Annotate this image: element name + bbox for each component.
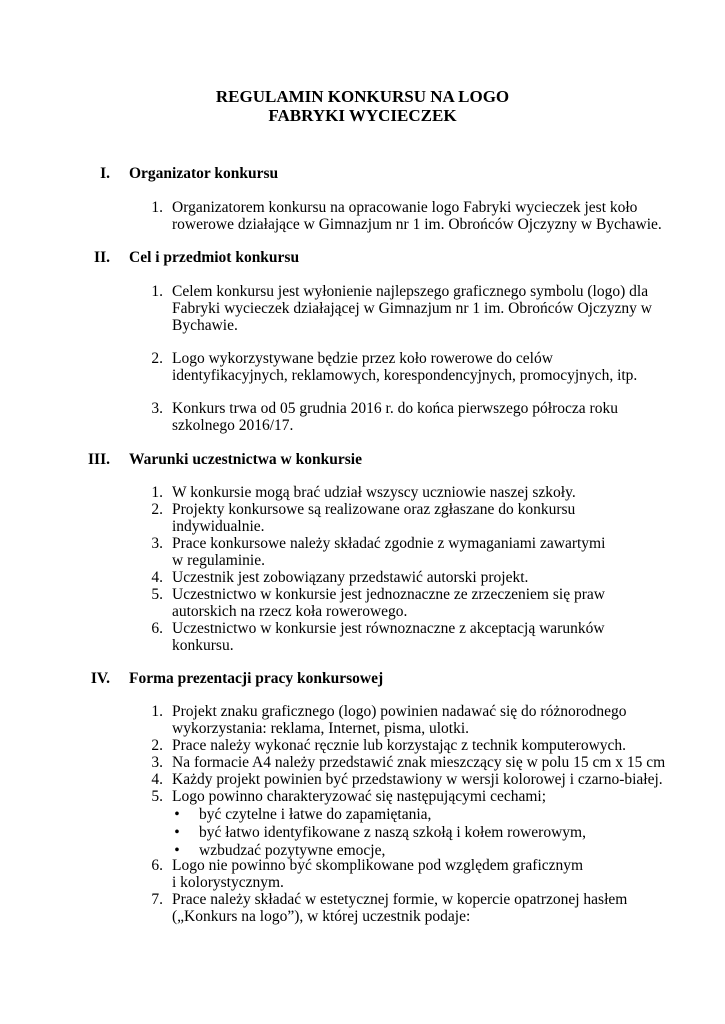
list-item-text: Organizatorem konkursu na opracowanie logo Fabryki wycieczek jest koło xyxy=(172,199,638,216)
bullet-item-text: być łatwo identyfikowane z naszą szkołą i kołem rowerowym, xyxy=(199,824,586,841)
list-item-number: 1. xyxy=(151,199,163,216)
list-item-number: 4. xyxy=(151,771,163,788)
list-item-text: rowerowe działające w Gimnazjum nr 1 im. Obrońców Ojczyzny w Bychawie. xyxy=(172,216,662,233)
section-heading: Warunki uczestnictwa w konkursie xyxy=(129,451,362,468)
list-item-text: szkolnego 2016/17. xyxy=(172,417,294,434)
list-item-text: identyfikacyjnych, reklamowych, korespondencyjnych, promocyjnych, itp. xyxy=(172,367,638,384)
list-item-text: Uczestnictwo w konkursie jest jednoznaczne ze zrzeczeniem się praw xyxy=(172,586,605,603)
list-item-number: 4. xyxy=(151,569,163,586)
bullet-item-text: wzbudzać pozytywne emocje, xyxy=(199,842,386,859)
section-number: II. xyxy=(94,249,110,266)
list-item-number: 1. xyxy=(151,703,163,720)
section-heading: Organizator konkursu xyxy=(129,165,279,182)
list-item-text: Projekt znaku graficznego (logo) powinien nadawać się do różnorodnego xyxy=(172,703,627,720)
list-item-text: Bychawie. xyxy=(172,317,238,334)
list-item-text: Każdy projekt powinien być przedstawiony w wersji kolorowej i czarno-białej. xyxy=(172,771,663,788)
list-item-text: Prace konkursowe należy składać zgodnie z wymaganiami zawartymi xyxy=(172,535,606,552)
bullet-icon: • xyxy=(174,806,180,823)
section-number: IV. xyxy=(90,670,110,687)
bullet-icon: • xyxy=(174,824,180,841)
section-heading: Cel i przedmiot konkursu xyxy=(129,249,300,266)
document-title-line-2: FABRYKI WYCIECZEK xyxy=(268,106,457,125)
list-item-text: autorskich na rzecz koła rowerowego. xyxy=(172,603,408,620)
list-item-number: 1. xyxy=(151,283,163,300)
list-item-number: 6. xyxy=(151,857,163,874)
list-item-text: Prace należy wykonać ręcznie lub korzystając z technik komputerowych. xyxy=(172,737,627,754)
list-item-text: Celem konkursu jest wyłonienie najlepszego graficznego symbolu (logo) dla xyxy=(172,283,649,300)
list-item-text: („Konkurs na logo”), w której uczestnik podaje: xyxy=(172,908,471,925)
list-item-text: Konkurs trwa od 05 grudnia 2016 r. do końca pierwszego półrocza roku xyxy=(172,400,618,417)
list-item-text: Na formacie A4 należy przedstawić znak mieszczący się w polu 15 cm x 15 cm xyxy=(172,754,666,771)
list-item-text: Logo nie powinno być skomplikowane pod względem graficznym xyxy=(172,857,584,874)
list-item-number: 5. xyxy=(151,788,163,805)
list-item-text: Logo wykorzystywane będzie przez koło rowerowe do celów xyxy=(172,350,553,367)
list-item-text: Uczestnik jest zobowiązany przedstawić autorski projekt. xyxy=(172,569,529,586)
list-item-text: W konkursie mogą brać udział wszyscy uczniowie naszej szkoły. xyxy=(172,484,576,501)
list-item-number: 6. xyxy=(151,620,163,637)
list-item-text: Fabryki wycieczek działającej w Gimnazjum nr 1 im. Obrońców Ojczyzny w xyxy=(172,300,652,317)
section-number: I. xyxy=(100,165,110,182)
section-heading: Forma prezentacji pracy konkursowej xyxy=(129,670,384,687)
list-item-number: 1. xyxy=(151,484,163,501)
list-item-text: wykorzystania: reklama, Internet, pisma, ulotki. xyxy=(172,720,469,737)
list-item-text: indywidualnie. xyxy=(172,518,265,535)
bullet-icon: • xyxy=(174,842,180,859)
list-item-text: i kolorystycznym. xyxy=(172,874,284,891)
list-item-text: Uczestnictwo w konkursie jest równoznaczne z akceptacją warunków xyxy=(172,620,605,637)
list-item-text: w regulaminie. xyxy=(172,552,265,569)
list-item-number: 2. xyxy=(151,501,163,518)
list-item-number: 2. xyxy=(151,737,163,754)
bullet-item-text: być czytelne i łatwe do zapamiętania, xyxy=(199,806,432,823)
list-item-text: konkursu. xyxy=(172,637,234,654)
list-item-number: 7. xyxy=(151,891,163,908)
list-item-text: Projekty konkursowe są realizowane oraz zgłaszane do konkursu xyxy=(172,501,576,518)
list-item-number: 3. xyxy=(151,535,163,552)
list-item-number: 2. xyxy=(151,350,163,367)
list-item-text: Prace należy składać w estetycznej formie, w kopercie opatrzonej hasłem xyxy=(172,891,628,908)
list-item-number: 5. xyxy=(151,586,163,603)
document-title-line-1: REGULAMIN KONKURSU NA LOGO xyxy=(215,87,510,106)
list-item-number: 3. xyxy=(151,400,163,417)
list-item-text: Logo powinno charakteryzować się następującymi cechami; xyxy=(172,788,547,805)
section-number: III. xyxy=(88,451,110,468)
list-item-number: 3. xyxy=(151,754,163,771)
